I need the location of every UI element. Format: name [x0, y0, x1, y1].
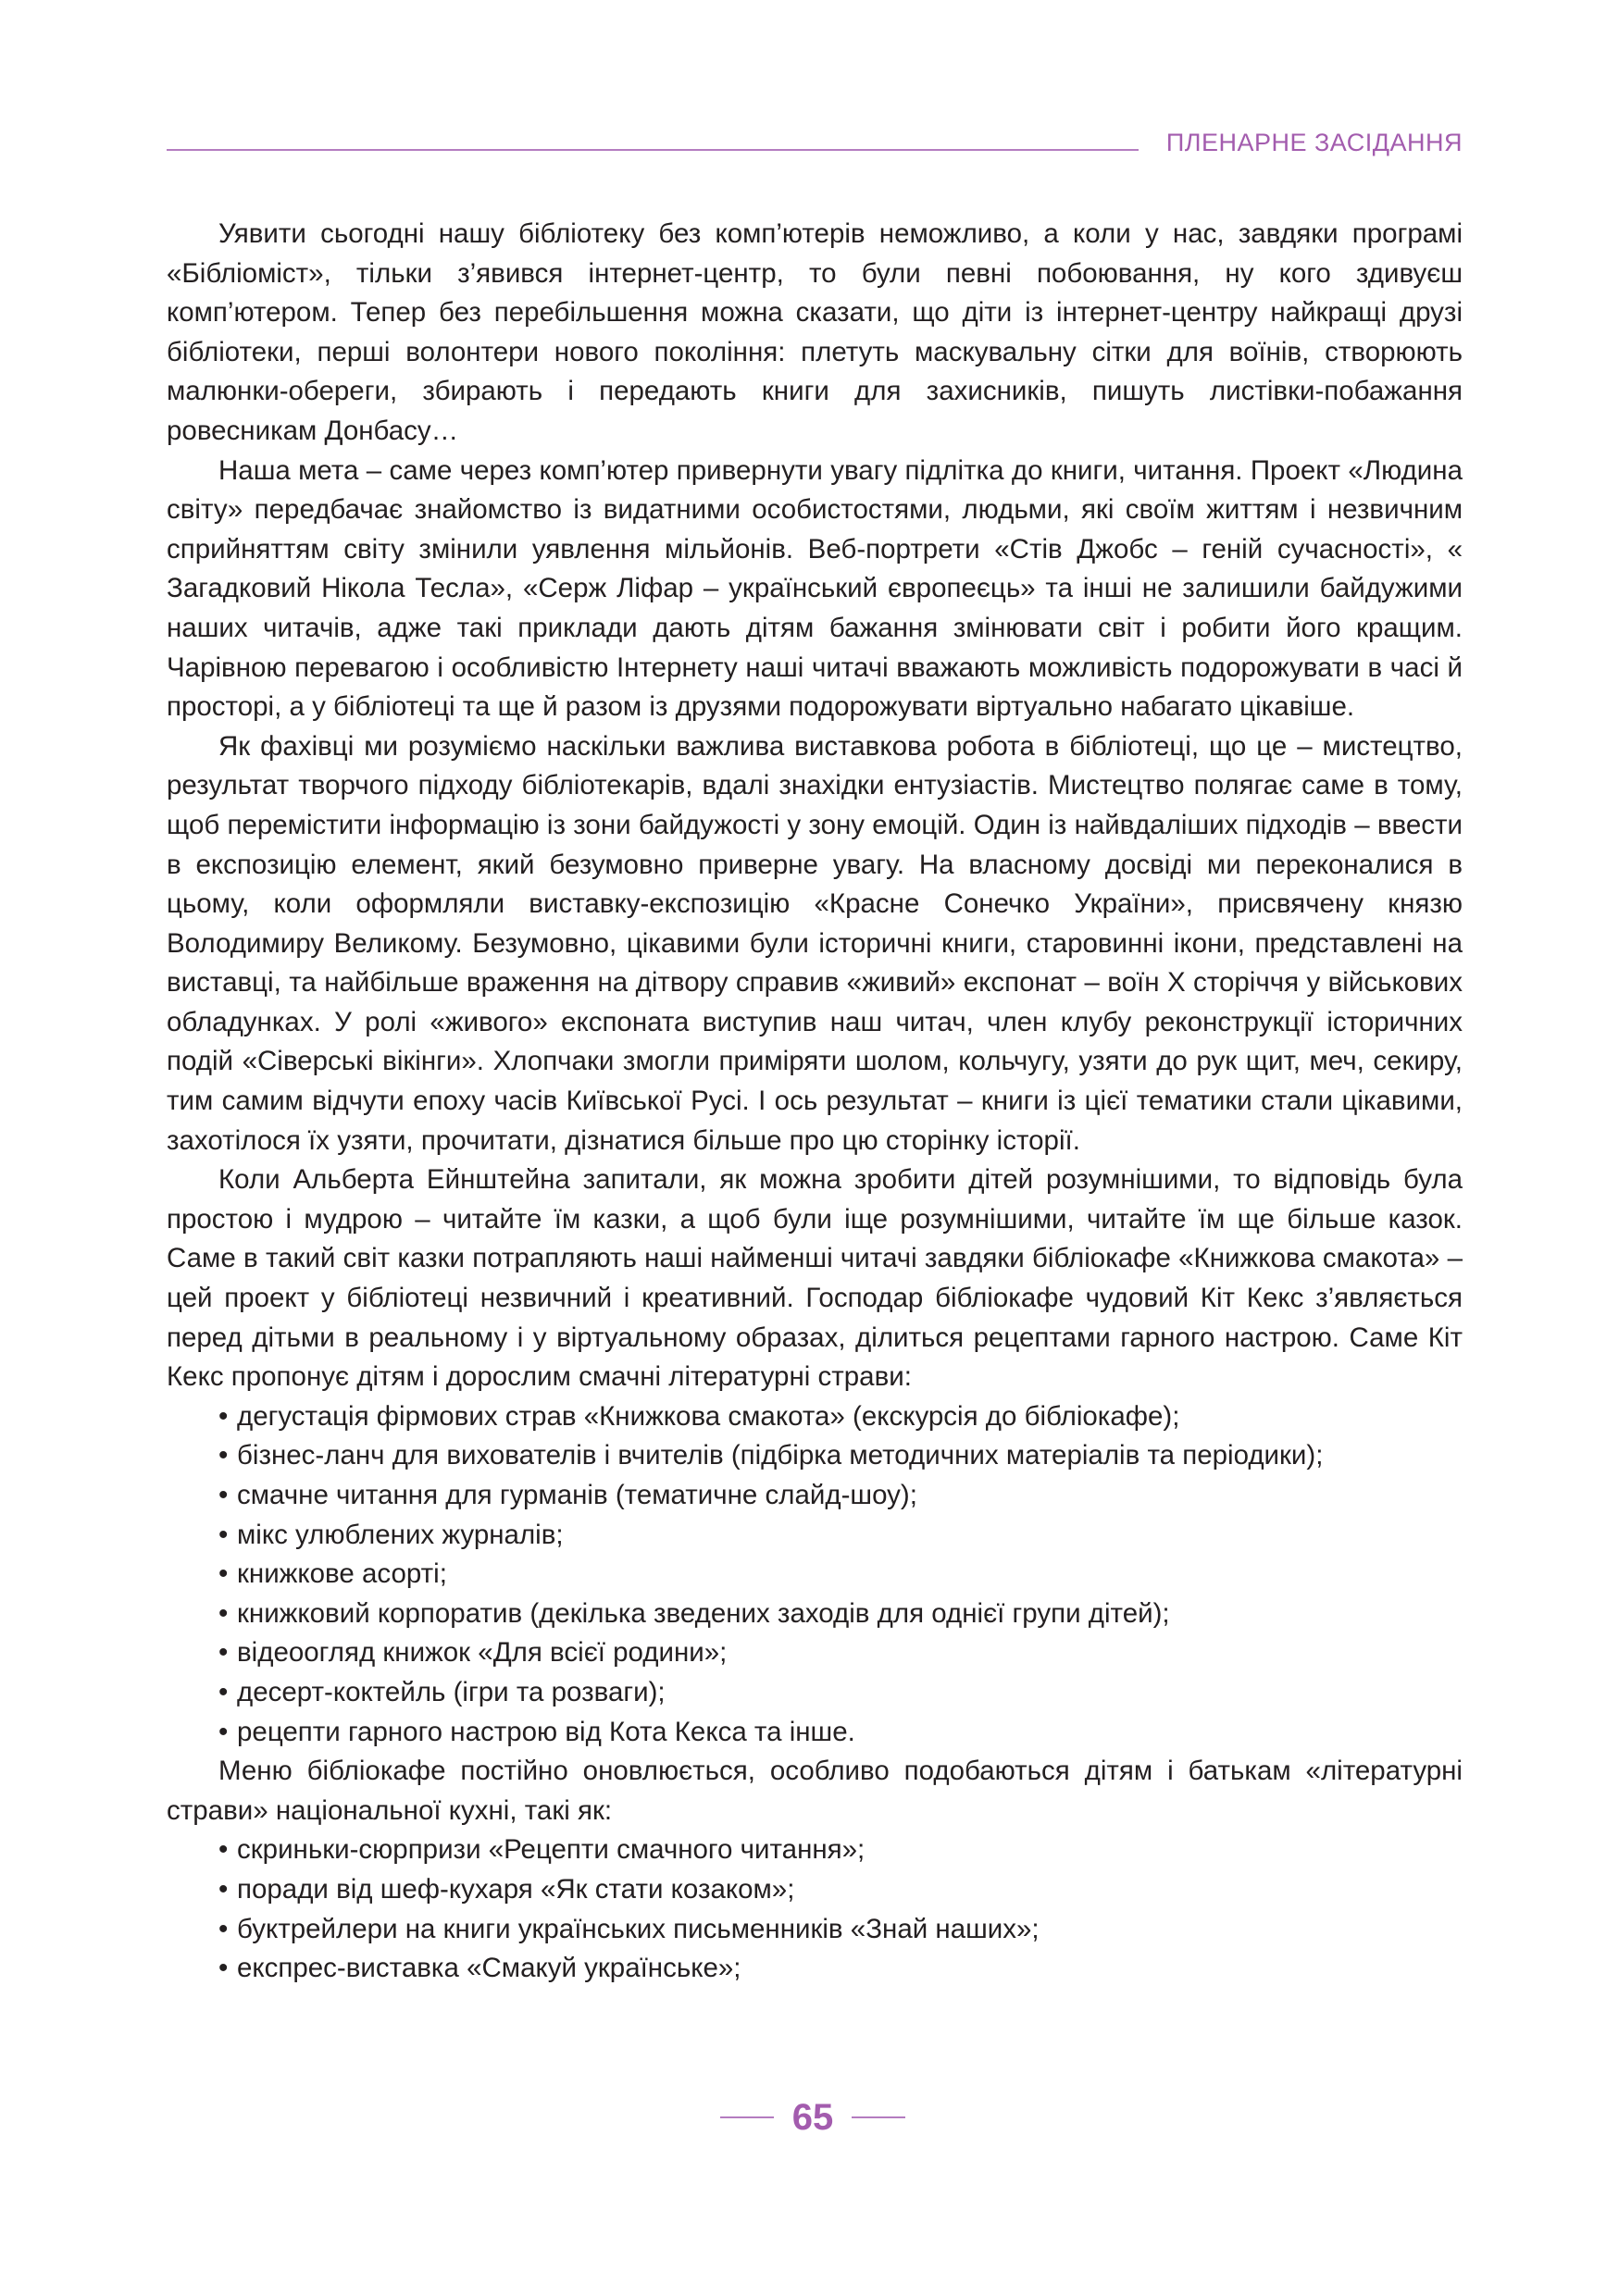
- list-item: [167, 1516, 1463, 1556]
- list-item: [167, 1831, 1463, 1870]
- bullet-icon: •: [218, 1597, 229, 1629]
- header-rule: [167, 149, 1139, 151]
- footer-rule-left: [720, 2116, 774, 2118]
- bullet-icon: •: [218, 1440, 229, 1471]
- list-item-text: поради від шеф-кухаря «Як стати козаком»;: [237, 1873, 795, 1905]
- list-item: [167, 1476, 1463, 1516]
- bullet-icon: •: [218, 1913, 229, 1944]
- bullet-icon: •: [218, 1873, 229, 1905]
- list-item: [167, 1910, 1463, 1950]
- list-item: [167, 1595, 1463, 1634]
- list-item: [167, 1436, 1463, 1476]
- bullet-icon: •: [218, 1834, 229, 1866]
- list-item-text: смачне читання для гурманів (тематичне слайд-шоу);: [237, 1480, 917, 1510]
- national-menu-list: [167, 1831, 1463, 1988]
- list-item: [167, 1949, 1463, 1989]
- list-item: [167, 1633, 1463, 1673]
- list-item-text: бізнес-ланч для вихователів і вчителів (підбірка методичних матеріалів та періодики);: [237, 1440, 1324, 1471]
- list-item-text: експрес-виставка «Смакуй українське»;: [237, 1953, 741, 1984]
- list-item-text: книжкове асорті;: [237, 1558, 447, 1590]
- list-item-text: книжковий корпоратив (декілька зведених заходів для однієї групи дітей);: [237, 1597, 1170, 1629]
- paragraph: Коли Альберта Ейнштейна запитали, як можна зробити дітей розумнішими, то відповідь була простою і мудрою – читайте їм казки, а щоб були іще розумнішими, читайте їм ще більше казок. Саме в такий світ казки потрапляють наші найменші читачі завдяки бібліокафе «Книжкова смакота» – цей проект у бібліотеці незвичний і креативний. Господар бібліокафе чудовий Кіт Кекс з’являється перед дітьми в реальному і у віртуальному образах, ділиться рецептами гарного настрою. Саме Кіт Кекс пропонує дітям і дорослим смачні літературні страви:: [167, 1164, 1463, 1393]
- paragraph: Як фахівці ми розуміємо наскільки важлива виставкова робота в бібліотеці, що це – мистецтво, результат творчого підходу бібліотекарів, вдалі знахідки ентузіастів. Мистецтво полягає саме в тому, щоб перемістити інформацію із зони байдужості у зону емоцій. Один із найвдаліших підходів – ввести в експозицію елемент, який безумовно приверне увагу. На власному досвіді ми переконалися в цьому, коли оформляли виставку-експозицію «Красне Сонечко України», присвячену князю Володимиру Великому. Безумовно, цікавими були історичні книги, старовинні ікони, представлені на виставці, та найбільше враження на дітвору справив «живий» експонат – воїн Х сторіччя у військових обладунках. У ролі «живого» експоната виступив наш читач, член клубу реконструкції історичних подій «Сіверські вікінги». Хлопчаки змогли приміряти шолом, кольчугу, узяти до рук щит, меч, секиру, тим самим відчути епоху часів Київської Русі. І ось результат – книги із цієї тематики стали цікавими, захотілося їх узяти, прочитати, дізнатися більше про цю сторінку історії.: [167, 730, 1463, 1156]
- page-number: 65: [791, 2097, 834, 2138]
- list-item-text: рецепти гарного настрою від Кота Кекса та інше.: [237, 1716, 855, 1747]
- list-item: [167, 1673, 1463, 1713]
- menu-list: [167, 1397, 1463, 1752]
- bullet-icon: •: [218, 1400, 229, 1432]
- list-item-text: буктрейлери на книги українських письменників «Знай наших»;: [237, 1913, 1040, 1944]
- running-header: [167, 124, 1463, 161]
- bullet-icon: •: [218, 1716, 229, 1747]
- footer-rule-right: [852, 2116, 905, 2118]
- list-item-text: скриньки-сюрпризи «Рецепти смачного читання»;: [237, 1834, 866, 1866]
- list-item: [167, 1555, 1463, 1595]
- list-item-text: відеоогляд книжок «Для всієї родини»;: [237, 1637, 728, 1669]
- list-item: [167, 1397, 1463, 1437]
- list-item: [167, 1870, 1463, 1910]
- bullet-icon: •: [218, 1676, 229, 1707]
- bullet-icon: •: [218, 1519, 229, 1550]
- header-title: ПЛЕНАРНЕ ЗАСІДАННЯ: [1165, 129, 1463, 156]
- paragraph: Уявити сьогодні нашу бібліотеку без комп’ютерів неможливо, а коли у нас, завдяки програмі «Бібліоміст», тільки з’явився інтернет-центр, то були певні побоювання, ну кого здивуєш комп’ютером. Тепер без перебільшення можна сказати, що діти із інтернет-центру найкращі друзі бібліотеки, перші волонтери нового покоління: плетуть маскувальну сітки для воїнів, створюють малюнки-обереги, збирають і передають книги для захисників, пишуть листівки-побажання ровесникам Донбасу…: [167, 218, 1463, 446]
- bullet-icon: •: [218, 1953, 229, 1984]
- bullet-icon: •: [218, 1637, 229, 1669]
- list-item-text: дегустація фірмових страв «Книжкова смакота» (екскурсія до бібліокафе);: [237, 1400, 1180, 1432]
- bullet-icon: •: [218, 1480, 229, 1510]
- list-item-text: мікс улюблених журналів;: [237, 1519, 564, 1550]
- bullet-icon: •: [218, 1558, 229, 1590]
- paragraph: Меню бібліокафе постійно оновлюється, особливо подобаються дітям і батькам «літературні страви» національної кухні, такі як:: [167, 1756, 1463, 1826]
- body-text: [167, 215, 1463, 1989]
- paragraph: Наша мета – саме через комп’ютер привернути увагу підлітка до книги, читання. Проект «Людина світу» передбачає знайомство із видатними особистостями, людьми, які своїм життям і незвичним сприйняттям світу змінили уявлення мільйонів. Веб-портрети «Стів Джобс – геній сучасності», « Загадковий Нікола Тесла», «Серж Ліфар – український європеєць» та інші не залишили байдужими наших читачів, адже такі приклади дають дітям бажання змінювати світ і робити його кращим. Чарівною перевагою і особливістю Інтернету наші читачі вважають можливість подорожувати в часі й просторі, а у бібліотеці та ще й разом із друзями подорожувати віртуально набагато цікавіше.: [167, 454, 1463, 723]
- list-item: [167, 1713, 1463, 1753]
- page-footer: [0, 2090, 1619, 2145]
- list-item-text: десерт-коктейль (ігри та розваги);: [237, 1676, 666, 1707]
